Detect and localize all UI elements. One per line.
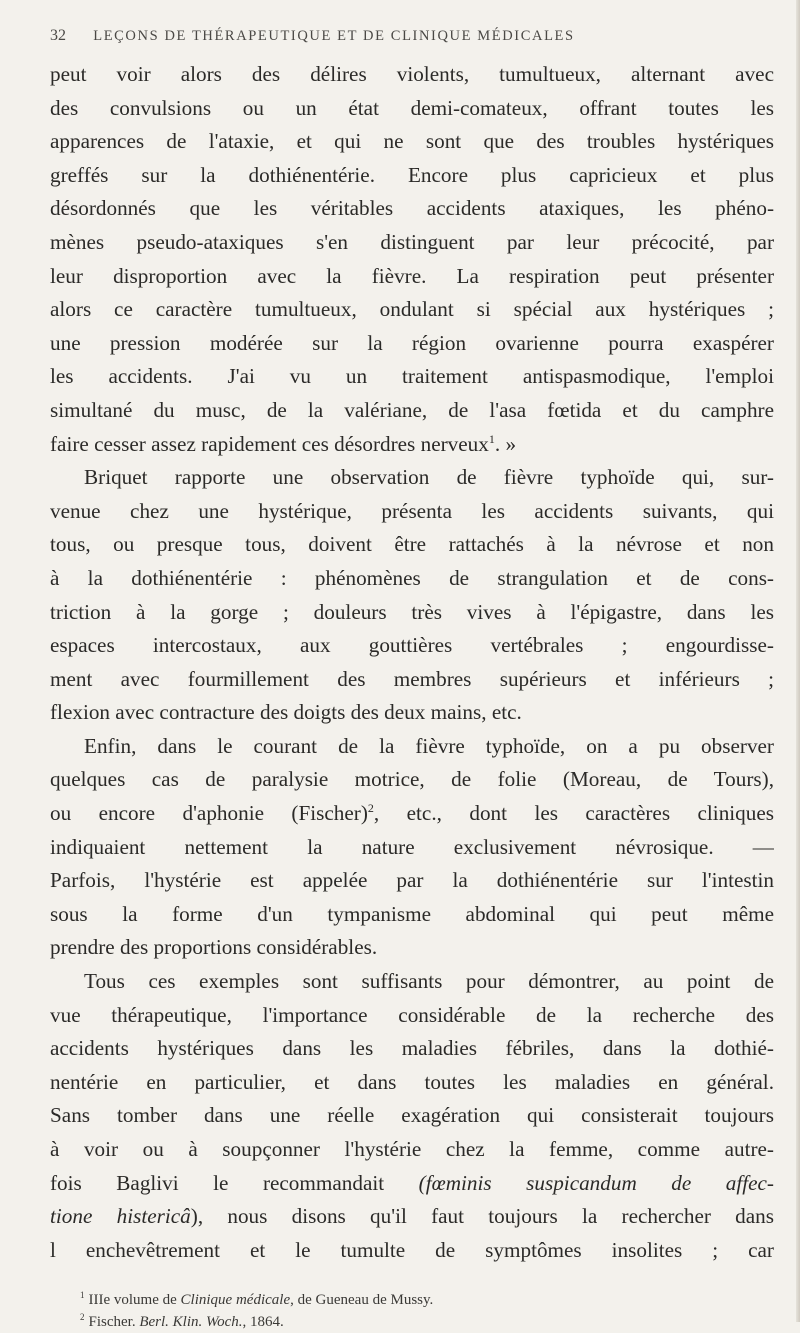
text-line: prendre des proportions considérables.	[50, 935, 378, 960]
body-text	[50, 58, 774, 1267]
paragraph-start: Tous ces exemples sont suffisants pour démontrer, au point de	[84, 969, 774, 994]
text-line: apparences de l'ataxie, et qui ne sont que des troubles hystériques	[50, 129, 774, 154]
text-line: à la dothiénentérie : phénomènes de strangulation et de cons-	[50, 565, 774, 590]
running-title: LEÇONS DE THÉRAPEUTIQUE ET DE CLINIQUE MÉDICALES	[93, 28, 575, 44]
text-line: sous la forme d'un tympanisme abdominal qui peut même	[50, 901, 774, 926]
text-line: une pression modérée sur la région ovarienne pourra exaspérer	[50, 330, 774, 355]
text-line: espaces intercostaux, aux gouttières vertébrales ; engourdisse-	[50, 633, 774, 658]
footnote-ref-2: 2	[367, 801, 374, 815]
text-line: mènes pseudo-ataxiques s'en distinguent par leur précocité, par	[50, 229, 774, 254]
line-end: ), nous disons qu'il faut toujours la rechercher dans	[190, 1204, 774, 1229]
paragraph-start: Briquet rapporte une observation de fièvre typhoïde qui, sur-	[84, 465, 774, 490]
text-line: des convulsions ou un état demi-comateux, offrant toutes les	[50, 95, 774, 120]
text-line: Sans tomber dans une réelle exagération qui consisterait toujours	[50, 1103, 774, 1128]
text-line: greffés sur la dothiénentérie. Encore plus capricieux et plus	[50, 162, 774, 187]
footnote-text: IIIe volume de	[88, 1292, 177, 1309]
text-line: désordonnés que les véritables accidents ataxiques, les phéno-	[50, 196, 774, 221]
text-line: indiquaient nettement la nature exclusivement névrosique. —	[50, 834, 774, 859]
footnote-2	[50, 1311, 778, 1333]
line-text: fois Baglivi le recommandait	[50, 1170, 385, 1195]
footnote-1	[50, 1289, 778, 1311]
page-edge	[796, 0, 800, 1322]
text-line: Parfois, l'hystérie est appelée par la dothiénentérie sur l'intestin	[50, 868, 774, 893]
text-line: accidents hystériques dans les maladies fébriles, dans la dothié-	[50, 1036, 774, 1061]
text-line: à voir ou à soupçonner l'hystérie chez la femme, comme autre-	[50, 1137, 774, 1161]
footnote-mark: 1	[80, 1290, 85, 1301]
latin-quote: tione histericâ	[50, 1204, 191, 1229]
text-line: flexion avec contracture des doigts des deux mains, etc.	[50, 700, 522, 725]
text-line: quelques cas de paralysie motrice, de folie (Moreau, de Tours),	[50, 767, 774, 792]
text-line: venue chez une hystérique, présenta les accidents suivants, qui	[50, 498, 774, 523]
footnote-title: Berl. Klin. Woch.	[139, 1314, 243, 1331]
text-line: tous, ou presque tous, doivent être rattachés à la névrose et non	[50, 532, 774, 557]
footnote-rest: , de Gueneau de Mussy.	[290, 1292, 434, 1309]
footnote-rest: , 1864.	[242, 1314, 284, 1331]
latin-quote: (fœminis suspicandum de affec-	[418, 1170, 774, 1195]
page-number: 32	[50, 27, 66, 44]
line-text: ou encore d'aphonie (Fischer)	[50, 801, 368, 826]
text-line: les accidents. J'ai vu un traitement antispasmodique, l'emploi	[50, 364, 774, 389]
line-end: . »	[494, 431, 517, 456]
footnote-text: Fischer.	[88, 1314, 136, 1331]
text-line: leur disproportion avec la fièvre. La respiration peut présenter	[50, 263, 774, 288]
text-line	[50, 428, 774, 462]
line-text: faire cesser assez rapidement ces désordres nerveux	[50, 431, 489, 456]
line-end: , etc., dont les caractères cliniques	[373, 801, 774, 826]
paragraph-start: Enfin, dans le courant de la fièvre typhoïde, on a pu observer	[84, 733, 774, 758]
text-line: simultané du musc, de la valériane, de l'asa fœtida et du camphre	[50, 397, 774, 422]
text-line: triction à la gorge ; douleurs très vives à l'épigastre, dans les	[50, 599, 774, 624]
text-line	[50, 797, 774, 831]
text-line: ment avec fourmillement des membres supérieurs et inférieurs ;	[50, 666, 774, 691]
text-line: peut voir alors des délires violents, tumultueux, alternant avec	[50, 62, 774, 86]
text-line: vue thérapeutique, l'importance considérable de la recherche des	[50, 1002, 774, 1027]
text-line: alors ce caractère tumultueux, ondulant si spécial aux hystériques ;	[50, 297, 774, 322]
text-line: l enchevêtrement et le tumulte de symptômes insolites ; car	[50, 1237, 774, 1262]
footnote-ref-1: 1	[488, 431, 495, 446]
footnote-mark: 2	[80, 1312, 85, 1323]
footnote-title: Clinique médicale	[180, 1292, 291, 1309]
text-line	[50, 1200, 774, 1234]
text-line: nentérie en particulier, et dans toutes les maladies en général.	[50, 1069, 774, 1094]
running-header	[50, 22, 778, 50]
text-line	[50, 1167, 774, 1201]
footnotes	[50, 1289, 778, 1333]
